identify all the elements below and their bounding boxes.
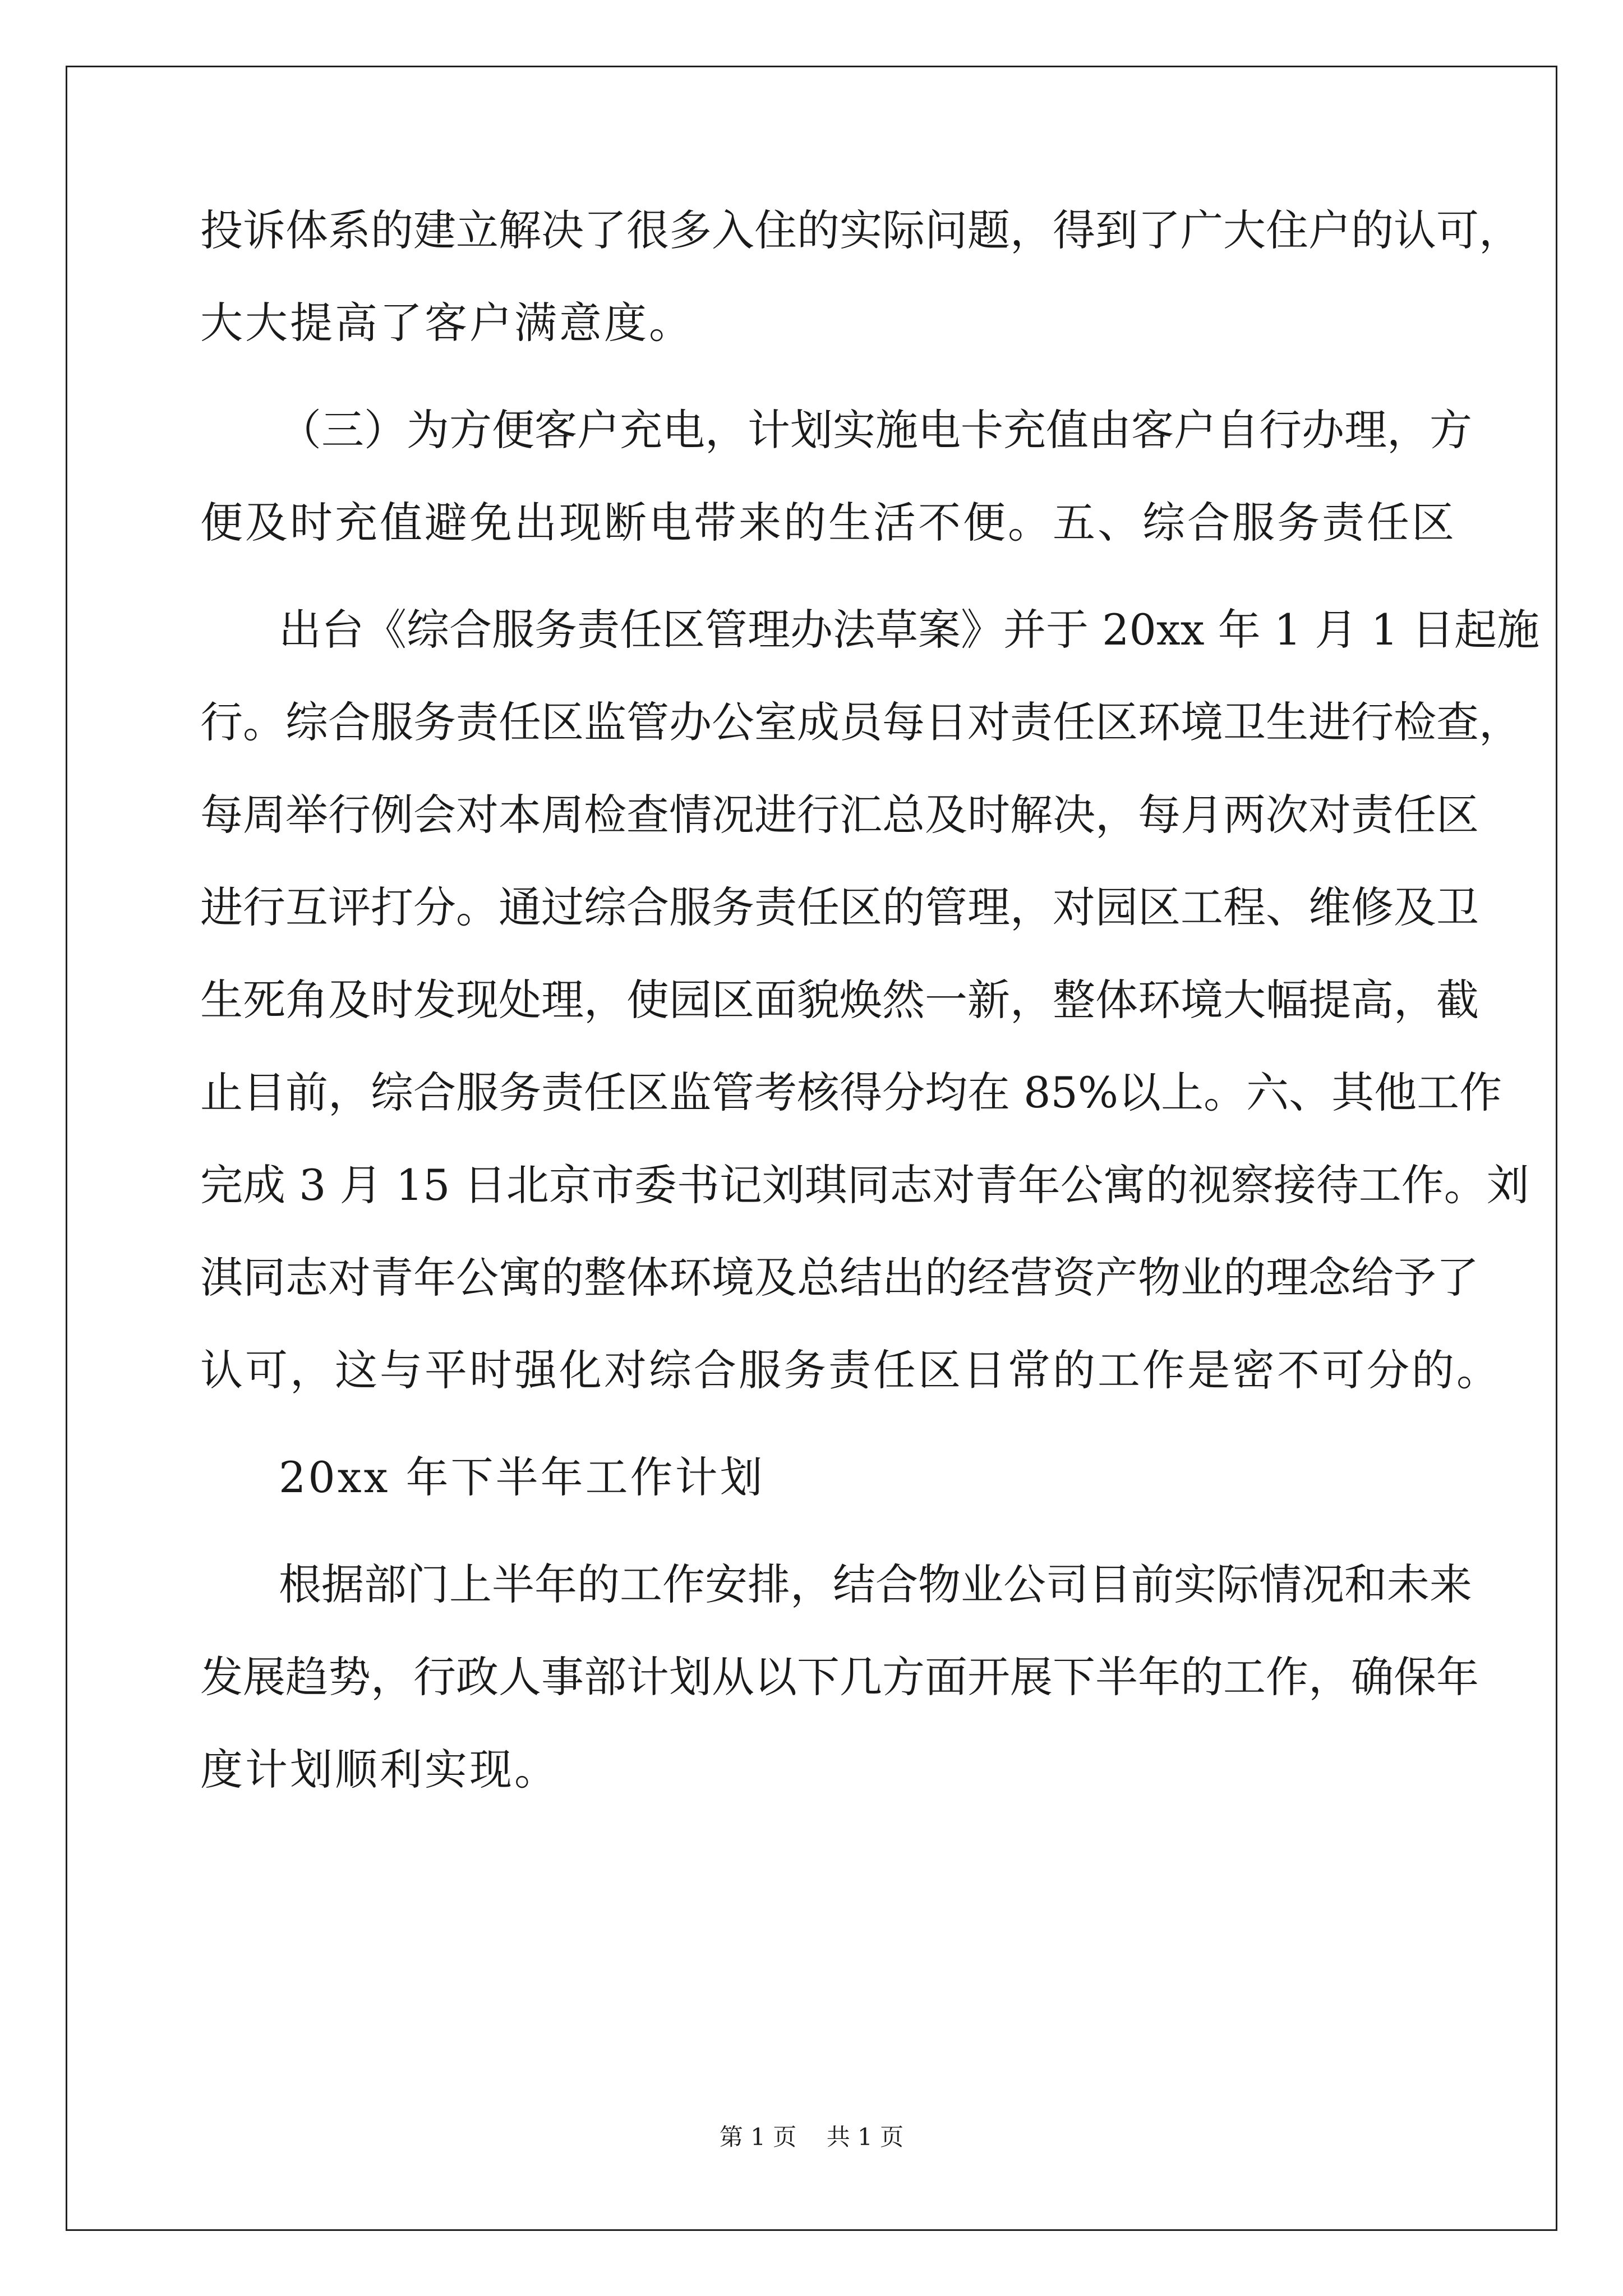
text-line: 生死角及时发现处理，使园区面貌焕然一新，整体环境大幅提高，截 [200, 975, 1479, 1025]
text-line: 完成 3 月 15 日北京市委书记刘琪同志对青年公寓的视察接待工作。刘 [200, 1160, 1529, 1210]
section-heading: 20xx 年下半年工作计划 [279, 1452, 765, 1502]
text-line: （三）为方便客户充电，计划实施电卡充值由客户自行办理，方 [279, 405, 1472, 455]
page-footer [0, 2120, 1623, 2154]
text-line: 根据部门上半年的工作安排，结合物业公司目前实际情况和未来 [279, 1559, 1472, 1609]
text-line: 进行互评打分。通过综合服务责任区的管理，对园区工程、维修及卫 [200, 882, 1479, 932]
page-border [66, 66, 1557, 2231]
text-line: 出台《综合服务责任区管理办法草案》并于 20xx 年 1 月 1 日起施 [279, 605, 1540, 655]
text-line: 淇同志对青年公寓的整体环境及总结出的经营资产物业的理念给予了 [200, 1253, 1479, 1303]
text-line: 行。综合服务责任区监管办公室成员每日对责任区环境卫生进行检查， [200, 697, 1521, 747]
page-total: 共 1 页 [826, 2123, 904, 2151]
text-line: 认可，这与平时强化对综合服务责任区日常的工作是密不可分的。 [200, 1345, 1501, 1395]
text-line: 发展趋势，行政人事部计划从以下几方面开展下半年的工作，确保年 [200, 1652, 1479, 1702]
page-number: 第 1 页 [719, 2123, 797, 2151]
text-line: 投诉体系的建立解决了很多入住的实际问题，得到了广大住户的认可， [200, 205, 1521, 255]
text-line: 度计划顺利实现。 [200, 1745, 559, 1795]
text-line: 止目前，综合服务责任区监管考核得分均在 85%以上。六、其他工作 [200, 1068, 1502, 1117]
text-line: 每周举行例会对本周检查情况进行汇总及时解决，每月两次对责任区 [200, 790, 1479, 840]
text-line: 大大提高了客户满意度。 [200, 298, 694, 348]
text-line: 便及时充值避免出现断电带来的生活不便。五、综合服务责任区 [200, 498, 1456, 547]
